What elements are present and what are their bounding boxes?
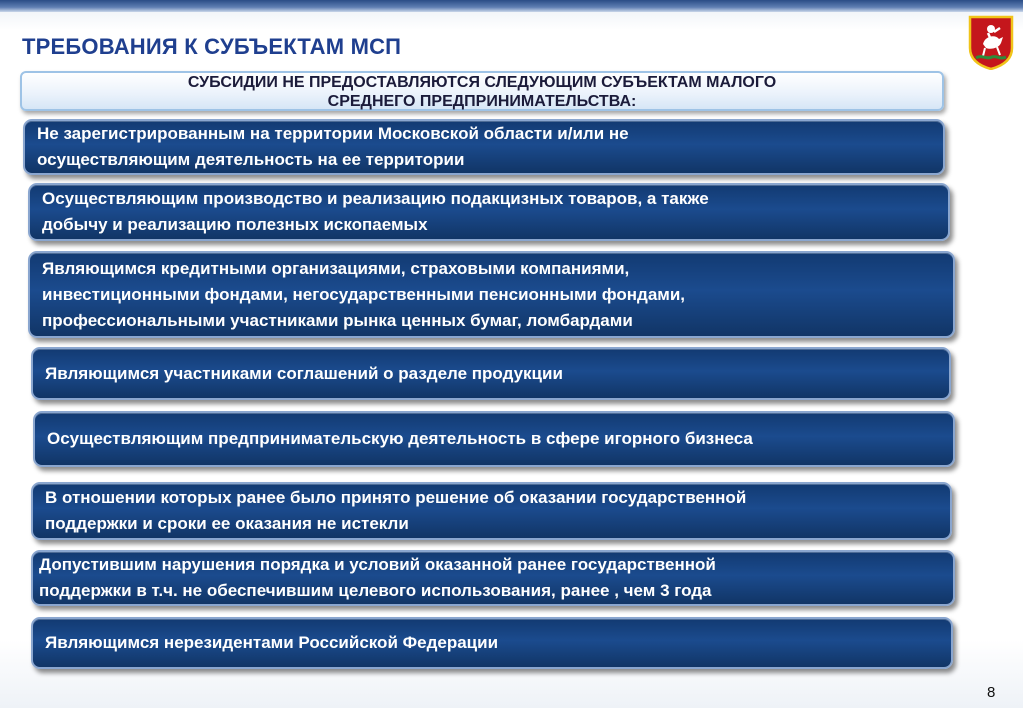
header-line-1: СУБСИДИИ НЕ ПРЕДОСТАВЛЯЮТСЯ СЛЕДУЮЩИМ СУБЪЕКТАМ МАЛОГО <box>187 74 777 91</box>
requirement-text: В отношении которых ранее было принято решение об оказании государственной поддержки и сроки ее оказания не истекли <box>45 488 747 533</box>
header-line-2: СРЕДНЕГО ПРЕДПРИНИМАТЕЛЬСТВА: <box>327 93 637 110</box>
requirement-item-7 <box>31 550 955 606</box>
page-title: ТРЕБОВАНИЯ К СУБЪЕКТАМ МСП <box>22 34 402 59</box>
requirement-item-3 <box>28 251 955 338</box>
requirement-text: Осуществляющим предпринимательскую деятельность в сфере игорного бизнеса <box>47 429 753 448</box>
requirement-item-6 <box>31 482 952 540</box>
requirement-text: Не зарегистрированным на территории Московской области и/или не осуществляющим деятельность на ее территории <box>37 124 629 169</box>
requirement-text: Являющимся кредитными организациями, страховыми компаниями, инвестиционными фондами, негосударственными пенсионными фондами, профессиональными участниками рынка ценных бумаг, ломбардами <box>42 258 686 330</box>
requirement-item-8 <box>31 617 953 669</box>
requirement-text: Являющимся участниками соглашений о разделе продукции <box>45 363 563 383</box>
requirement-item-1 <box>23 119 945 175</box>
top-band <box>0 0 1023 12</box>
page-number: 8 <box>987 684 996 701</box>
requirement-text: Являющимся нерезидентами Российской Федерации <box>45 633 499 652</box>
subsidy-header-box <box>20 71 944 111</box>
requirement-item-2 <box>28 183 950 241</box>
moscow-oblast-coat-of-arms-icon <box>966 14 1016 70</box>
requirement-item-5 <box>33 411 955 467</box>
requirement-item-4 <box>31 347 951 400</box>
requirement-text: Допустившим нарушения порядка и условий оказанной ранее государственной поддержки в т.ч. не обеспечившим целевого использования, ранее , чем 3 года <box>39 555 716 600</box>
requirement-text: Осуществляющим производство и реализацию подакцизных товаров, а также добычу и реализацию полезных ископаемых <box>42 189 709 234</box>
